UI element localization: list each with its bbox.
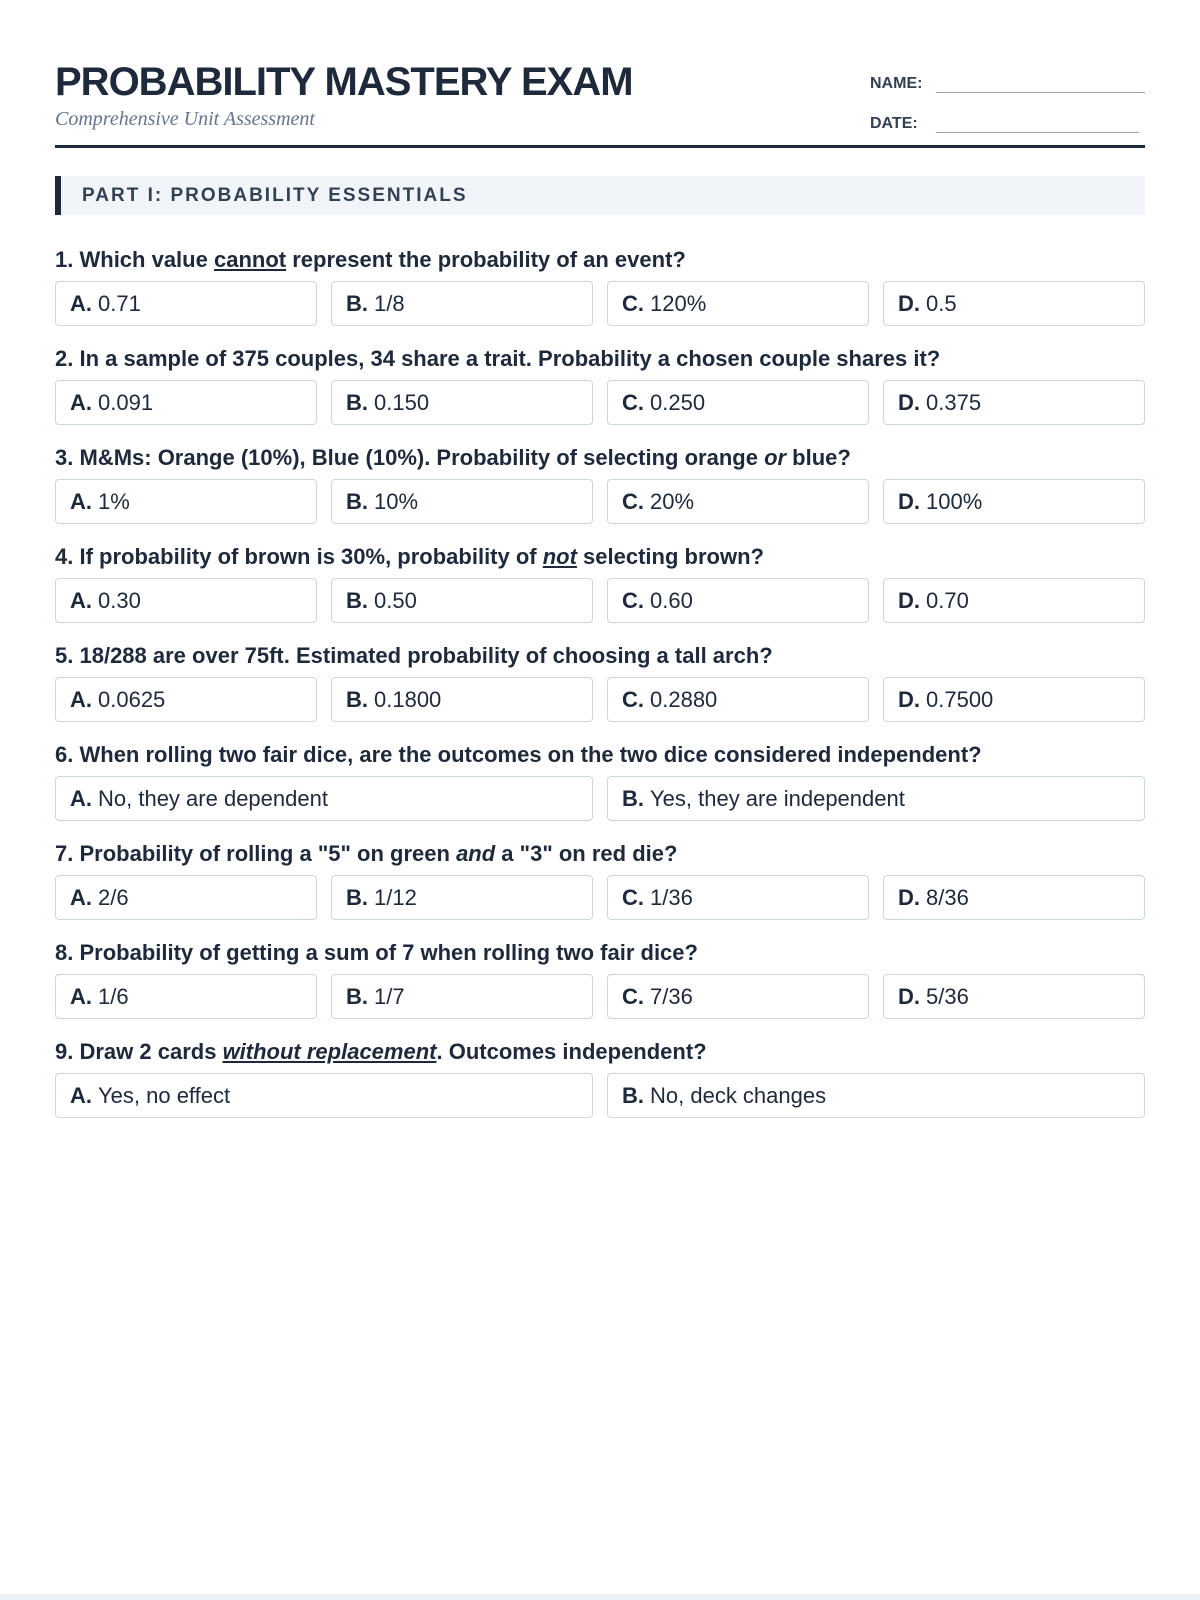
question-emphasis: without replacement [222,1039,437,1064]
question-text [55,245,1145,275]
option-text: 0.71 [98,290,141,316]
option-a[interactable] [55,479,317,524]
option-d[interactable] [883,578,1145,623]
option-c[interactable] [607,974,869,1019]
question-number: 5. [55,643,74,668]
option-text: 0.091 [98,389,154,415]
option-c[interactable] [607,578,869,623]
option-text: 0.150 [374,389,430,415]
question-number: 9. [55,1039,74,1064]
option-a[interactable] [55,875,317,920]
question-number: 6. [55,742,74,767]
question-segment: M&Ms: Orange (10%), Blue (10%). Probability of selecting orange [79,445,765,470]
option-text: 0.50 [374,587,417,613]
option-b[interactable] [331,875,593,920]
option-letter: C. [622,290,644,316]
option-text: 7/36 [650,983,693,1009]
question-segment: Which value [79,247,214,272]
option-letter: D. [898,389,920,415]
option-text: 10% [374,488,419,514]
option-text: 120% [650,290,707,316]
question-segment: 18/288 are over 75ft. Estimated probability of choosing a tall arch? [79,643,773,668]
option-row [55,875,1145,920]
question-emphasis: not [542,544,577,569]
option-row [55,1073,1145,1118]
option-text: 5/36 [926,983,969,1009]
option-b[interactable] [331,578,593,623]
option-row [55,281,1145,326]
option-letter: D. [898,290,920,316]
option-letter: A. [70,686,92,712]
option-letter: C. [622,686,644,712]
option-text: Yes, no effect [98,1082,231,1108]
option-letter: C. [622,983,644,1009]
option-text: 1/6 [98,983,129,1009]
option-letter: B. [346,389,368,415]
option-b[interactable] [607,776,1145,821]
option-b[interactable] [607,1073,1145,1118]
option-text: No, they are dependent [98,785,328,811]
question-9 [55,1037,1145,1118]
option-text: 2/6 [98,884,129,910]
question-emphasis: or [764,445,787,470]
name-line[interactable] [936,66,1145,93]
option-a[interactable] [55,974,317,1019]
option-row [55,380,1145,425]
question-4 [55,542,1145,623]
question-number: 1. [55,247,74,272]
option-text: 1/12 [374,884,417,910]
question-segment: selecting brown? [576,544,764,569]
question-text [55,443,1145,473]
date-label: DATE: [870,115,918,132]
option-text: 1/7 [374,983,405,1009]
question-text [55,938,1145,968]
option-text: 1/36 [650,884,693,910]
option-letter: B. [622,1082,644,1108]
option-b[interactable] [331,677,593,722]
question-emphasis: cannot [213,247,287,272]
question-text [55,1037,1145,1067]
option-letter: A. [70,1082,92,1108]
option-letter: C. [622,884,644,910]
option-d[interactable] [883,380,1145,425]
page-bottom-strip [0,1594,1200,1600]
question-2 [55,344,1145,425]
question-number: 7. [55,841,74,866]
option-text: 20% [650,488,695,514]
option-c[interactable] [607,281,869,326]
option-b[interactable] [331,479,593,524]
option-text: Yes, they are independent [650,785,905,811]
name-row [870,66,1145,93]
option-text: 8/36 [926,884,969,910]
option-b[interactable] [331,380,593,425]
question-7 [55,839,1145,920]
option-d[interactable] [883,677,1145,722]
question-text [55,641,1145,671]
section-title: PART I: PROBABILITY ESSENTIALS [55,176,1145,215]
option-letter: B. [346,686,368,712]
option-a[interactable] [55,677,317,722]
exam-header [55,0,1145,148]
option-a[interactable] [55,380,317,425]
option-text: No, deck changes [650,1082,827,1108]
option-text: 0.250 [650,389,706,415]
option-d[interactable] [883,281,1145,326]
option-letter: A. [70,290,92,316]
option-letter: C. [622,488,644,514]
option-d[interactable] [883,479,1145,524]
question-segment: . Outcomes independent? [436,1039,707,1064]
question-1 [55,245,1145,326]
option-letter: A. [70,983,92,1009]
option-b[interactable] [331,281,593,326]
option-letter: B. [346,983,368,1009]
question-number: 2. [55,346,74,371]
option-text: 0.30 [98,587,141,613]
option-text: 0.5 [926,290,957,316]
question-number: 3. [55,445,74,470]
question-emphasis: and [456,841,496,866]
option-a[interactable] [55,776,593,821]
option-text: 0.7500 [926,686,994,712]
question-3 [55,443,1145,524]
option-row [55,974,1145,1019]
question-text [55,542,1145,572]
option-letter: B. [346,290,368,316]
option-letter: D. [898,686,920,712]
option-text: 0.60 [650,587,693,613]
option-letter: D. [898,587,920,613]
question-segment: a "3" on red die? [495,841,678,866]
option-a[interactable] [55,281,317,326]
question-list [55,245,1145,1118]
question-8 [55,938,1145,1019]
option-text: 0.0625 [98,686,166,712]
question-segment: When rolling two fair dice, are the outcomes on the two dice considered independent? [79,742,982,767]
option-letter: D. [898,983,920,1009]
option-c[interactable] [607,875,869,920]
question-text [55,740,1145,770]
option-letter: A. [70,785,92,811]
option-text: 0.1800 [374,686,442,712]
option-d[interactable] [883,875,1145,920]
date-row [870,106,1145,133]
option-letter: C. [622,587,644,613]
name-label: NAME: [870,75,923,92]
question-text [55,344,1145,374]
question-segment: blue? [786,445,851,470]
option-a[interactable] [55,1073,593,1118]
option-c[interactable] [607,380,869,425]
question-segment: In a sample of 375 couples, 34 share a trait. Probability a chosen couple shares it? [79,346,941,371]
exam-title: PROBABILITY MASTERY EXAM [55,60,633,104]
option-text: 1/8 [374,290,405,316]
option-letter: B. [622,785,644,811]
question-number: 8. [55,940,74,965]
option-row [55,677,1145,722]
option-letter: A. [70,488,92,514]
option-letter: B. [346,884,368,910]
option-letter: D. [898,488,920,514]
date-line[interactable] [936,106,1139,133]
option-text: 0.2880 [650,686,718,712]
question-segment: Draw 2 cards [79,1039,223,1064]
exam-subtitle: Comprehensive Unit Assessment [55,108,315,130]
option-d[interactable] [883,974,1145,1019]
question-segment: If probability of brown is 30%, probability of [79,544,543,569]
option-row [55,776,1145,821]
option-letter: A. [70,587,92,613]
question-segment: Probability of rolling a "5" on green [79,841,457,866]
option-letter: D. [898,884,920,910]
option-text: 1% [98,488,130,514]
option-letter: C. [622,389,644,415]
question-segment: represent the probability of an event? [286,247,686,272]
option-text: 100% [926,488,983,514]
option-c[interactable] [607,479,869,524]
option-row [55,479,1145,524]
option-text: 0.70 [926,587,969,613]
option-a[interactable] [55,578,317,623]
question-text [55,839,1145,869]
option-letter: A. [70,884,92,910]
question-6 [55,740,1145,821]
option-letter: B. [346,587,368,613]
question-segment: Probability of getting a sum of 7 when rolling two fair dice? [79,940,698,965]
option-letter: B. [346,488,368,514]
option-b[interactable] [331,974,593,1019]
option-row [55,578,1145,623]
question-5 [55,641,1145,722]
option-text: 0.375 [926,389,982,415]
option-letter: A. [70,389,92,415]
option-c[interactable] [607,677,869,722]
question-number: 4. [55,544,74,569]
